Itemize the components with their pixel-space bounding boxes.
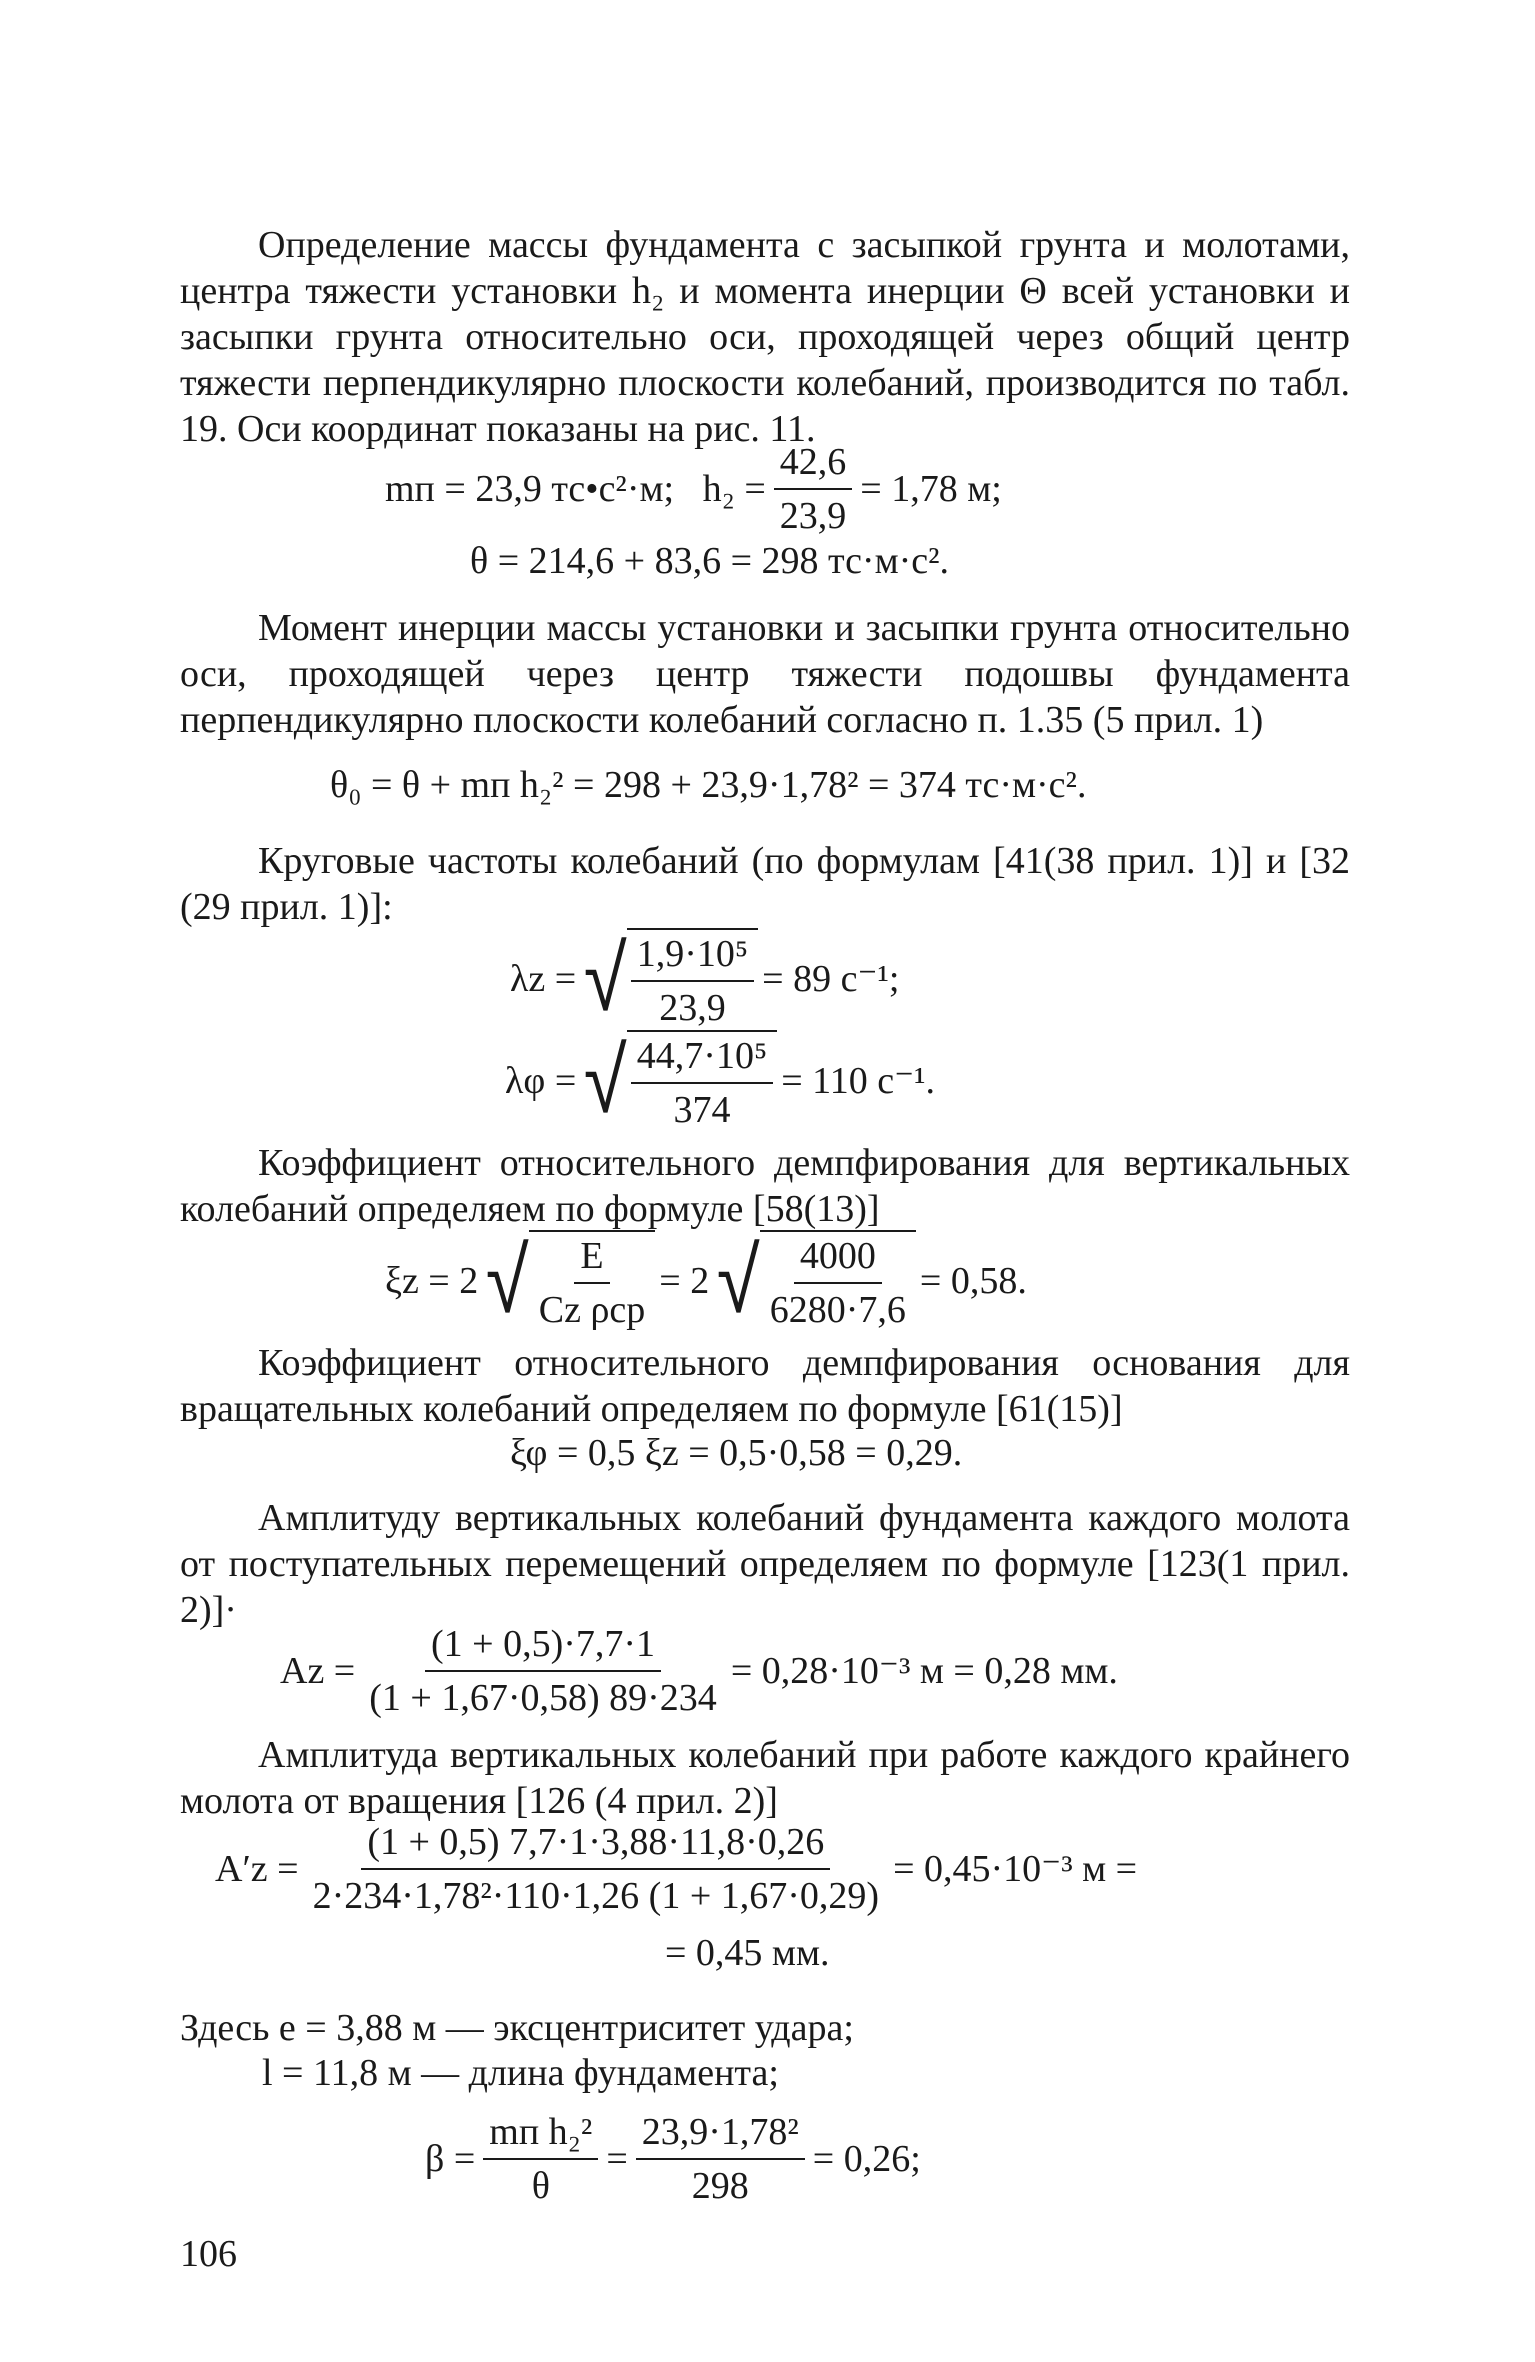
page-number: 106 (180, 2233, 237, 2275)
eq9-numerator: (1 + 0,5) 7,7·1·3,88·11,8·0,26 (361, 1820, 830, 1870)
eq6-rhs: = 0,58. (919, 1260, 1027, 1302)
glossary-foundation-length: l = 11,8 м — длина фундамента; (262, 2052, 779, 2094)
eq1-denominator: 23,9 (779, 495, 847, 537)
equation-amplitude-z-prime (215, 1820, 1137, 1918)
paragraph-circular-frequencies: Круговые частоты колебаний (по формулам [41(38 прил. 1)] и [32 (29 прил. 1)]: (180, 840, 1350, 928)
eq1-rhs: = 1,78 м; (860, 468, 1002, 510)
equation-inertia-base: θ₀ = θ + mп h₂² = 298 + 23,9·1,78² = 374 тс·м·с². (330, 764, 1087, 806)
eq10-lhs: β = (425, 2138, 476, 2180)
eq9-fraction (307, 1820, 886, 1918)
sqrt-icon: √ (584, 925, 627, 1032)
eq9-denominator: 2·234·1,78²·110·1,26 (1 + 1,67·0,29) (312, 1875, 880, 1917)
eq1-lhs2: h₂ = (702, 468, 766, 510)
eq5-denominator: 374 (673, 1089, 731, 1131)
paragraph-amplitude-rotation: Амплитуда вертикальных колебаний при работе каждого крайнего молота от вращения [126 (4 прил. 2)] (180, 1734, 1350, 1822)
eq10-fraction-2 (636, 2110, 805, 2208)
eq6-mid: = 2 (659, 1260, 710, 1302)
eq6-denominator-2: 6280·7,6 (769, 1289, 906, 1331)
eq4-sqrt (580, 925, 758, 1032)
equation-amplitude-z (280, 1622, 1118, 1720)
eq8-numerator: (1 + 0,5)·7,7·1 (425, 1622, 661, 1672)
paragraph-damping-vertical: Коэффициент относительного демпфирования для вертикальных колебаний определяем по формуле [58(13)] (180, 1142, 1350, 1230)
eq10-denominator-1: θ (531, 2165, 550, 2207)
equation-inertia-total: θ = 214,6 + 83,6 = 298 тс·м·с². (470, 540, 950, 582)
eq9-rhs: = 0,45·10⁻³ м = (893, 1848, 1138, 1890)
sqrt-icon: √ (584, 1027, 628, 1134)
equation-mass-height (385, 440, 1002, 538)
equation-lambda-phi (505, 1027, 936, 1134)
eq6-numerator-2: 4000 (794, 1234, 882, 1284)
sqrt-icon: √ (486, 1227, 529, 1334)
equation-beta (425, 2110, 921, 2208)
eq10-mid: = (606, 2138, 628, 2180)
eq8-lhs: Az = (280, 1650, 356, 1692)
eq6-sqrt-1 (482, 1227, 655, 1334)
eq6-numerator-1: E (574, 1234, 609, 1284)
eq4-numerator: 1,9·10⁵ (631, 932, 754, 982)
equation-xi-z (385, 1227, 1027, 1334)
eq10-rhs: = 0,26; (812, 2138, 921, 2180)
paragraph-inertia-moment: Момент инерции массы установки и засыпки грунта относительно оси, проходящей через центр тяжести подошвы фундамента перпендикулярно плоскости колебаний согласно п. 1.35 (5 прил. 1) (180, 607, 1350, 741)
eq1-fraction (774, 440, 853, 538)
eq4-denominator: 23,9 (659, 987, 726, 1029)
paragraph-damping-rotational: Коэффициент относительного демпфирования основания для вращательных колебаний определяем по формуле [61(15)] (180, 1342, 1350, 1430)
sqrt-icon: √ (717, 1227, 760, 1334)
eq8-denominator: (1 + 1,67·0,58) 89·234 (369, 1677, 717, 1719)
equation-lambda-z (510, 925, 900, 1032)
eq5-numerator: 44,7·10⁵ (631, 1034, 773, 1084)
equation-xi-phi: ξφ = 0,5 ξz = 0,5·0,58 = 0,29. (510, 1432, 963, 1474)
eq1-lhs1: mп = 23,9 тс•с²·м; (385, 468, 675, 510)
eq5-lhs: λφ = (505, 1060, 577, 1102)
eq10-denominator-2: 298 (691, 2165, 749, 2207)
eq8-fraction (363, 1622, 723, 1720)
eq8-rhs: = 0,28·10⁻³ м = 0,28 мм. (730, 1650, 1118, 1692)
eq6-sqrt-2 (713, 1227, 916, 1334)
eq10-fraction-1 (483, 2110, 598, 2208)
eq4-lhs: λz = (510, 958, 577, 1000)
eq9-lhs: A′z = (215, 1848, 299, 1890)
paragraph-mass-definition: Определение массы фундамента с засыпкой грунта и молотами, центра тяжести установки h₂ и момента инерции Θ всей установки и засыпки грунта относительно оси, проходящей через общий центр тяжести перпендикулярно плоскости колебаний, производится по табл. 19. Оси координат показаны на рис. 11. (180, 224, 1350, 450)
eq1-numerator: 42,6 (774, 440, 853, 490)
eq6-denominator-1: Cz ρср (538, 1289, 646, 1331)
paragraph-amplitude-vertical: Амплитуду вертикальных колебаний фундамента каждого молота от поступательных перемещений определяем по формуле [123(1 прил. 2)]· (180, 1497, 1350, 1631)
eq5-sqrt (580, 1027, 777, 1134)
eq10-numerator-2: 23,9·1,78² (636, 2110, 805, 2160)
eq4-rhs: = 89 с⁻¹; (762, 958, 900, 1000)
equation-amplitude-z-prime-result: = 0,45 мм. (665, 1932, 830, 1974)
glossary-eccentricity: Здесь e = 3,88 м — эксцентриситет удара; (180, 2007, 854, 2049)
eq5-rhs: = 110 с⁻¹. (781, 1060, 936, 1102)
eq6-lhs: ξz = 2 (385, 1260, 479, 1302)
eq10-numerator-1: mп h₂² (483, 2110, 598, 2160)
